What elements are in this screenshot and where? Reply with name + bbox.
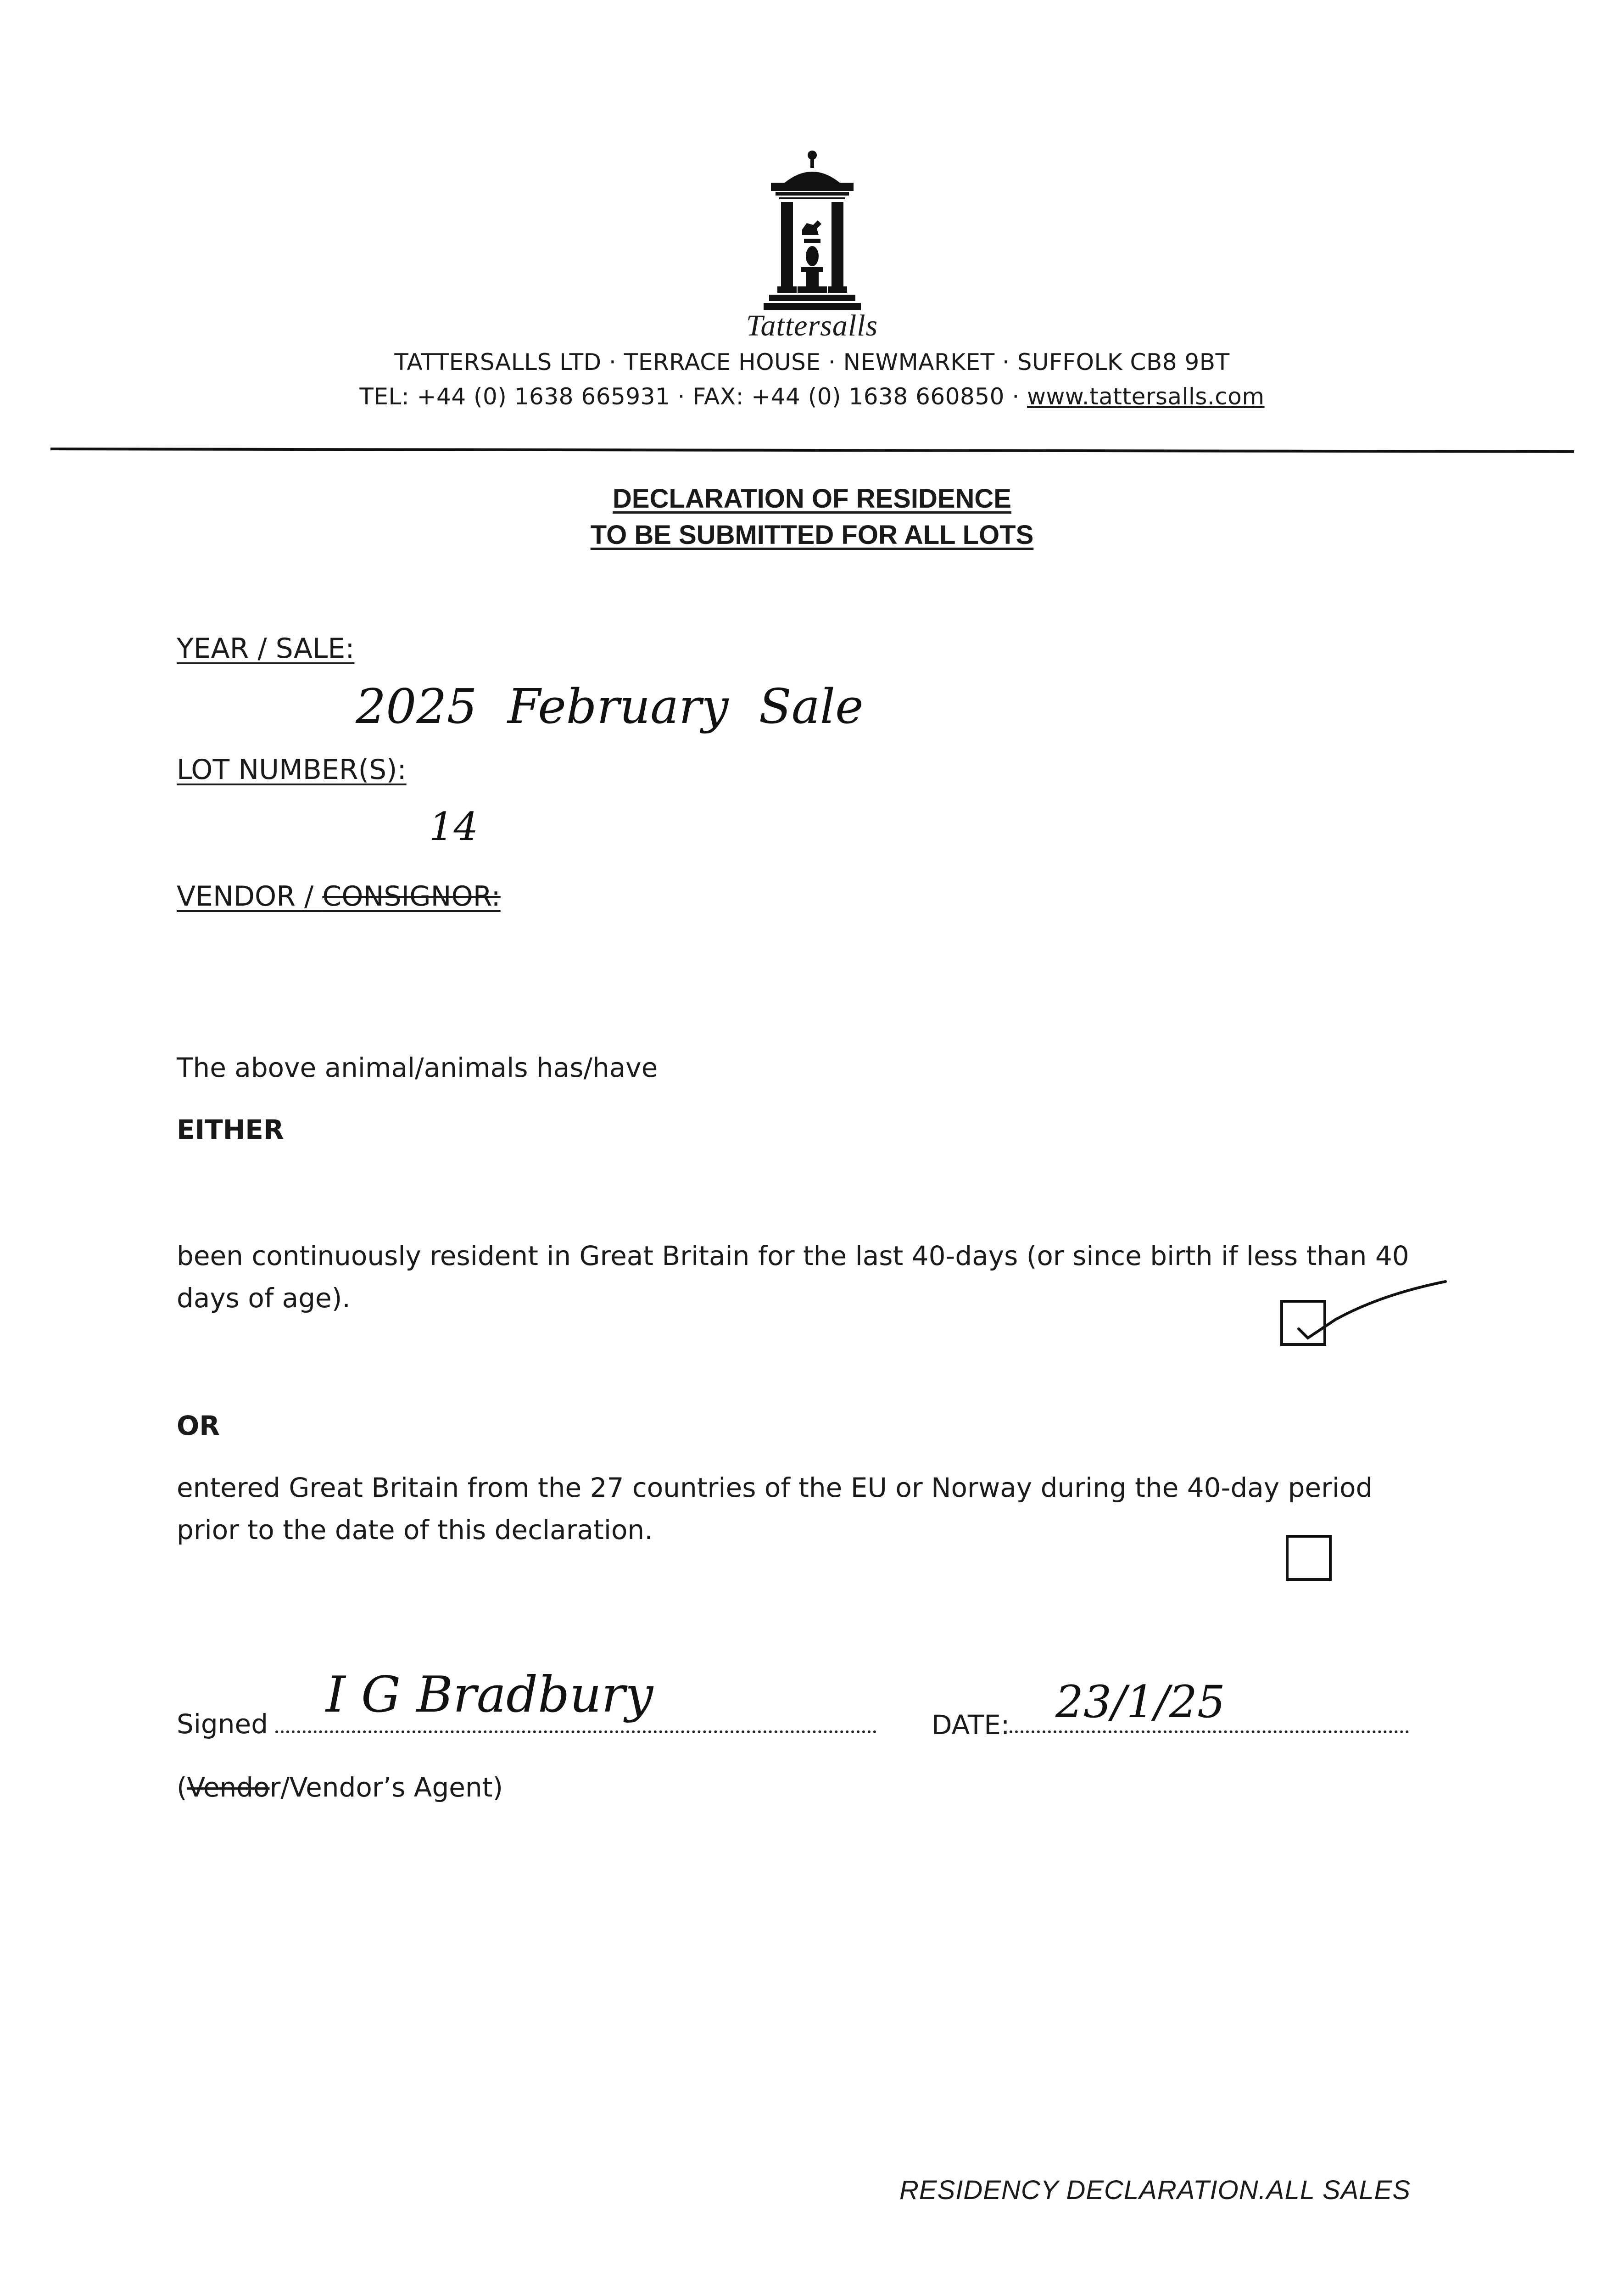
signed-label: Signed bbox=[177, 1708, 268, 1740]
option1-text: been continuously resident in Great Britain for the last 40-days (or since birth if less than 40 days of age). bbox=[177, 1240, 1409, 1314]
role-text: r/Vendor’s Agent) bbox=[269, 1772, 503, 1803]
signature-value[interactable]: I G Bradbury bbox=[326, 1666, 653, 1724]
form-title: DECLARATION OF RESIDENCE bbox=[613, 484, 1011, 514]
or-heading: OR bbox=[177, 1410, 220, 1441]
signer-role bbox=[177, 1766, 503, 1808]
statement-intro: The above animal/animals has/have bbox=[177, 1052, 658, 1083]
date-value[interactable]: 23/1/25 bbox=[1055, 1676, 1226, 1728]
checkmark-icon bbox=[1280, 1271, 1455, 1349]
role-open-paren: ( bbox=[177, 1772, 187, 1803]
option2-checkbox[interactable] bbox=[1286, 1535, 1332, 1581]
lot-number-value[interactable]: 14 bbox=[429, 804, 478, 849]
website-link[interactable]: www.tattersalls.com bbox=[1027, 383, 1265, 410]
lot-number-label: LOT NUMBER(S): bbox=[177, 754, 407, 786]
company-address: TATTERSALLS LTD · TERRACE HOUSE · NEWMARKET · SUFFOLK CB8 9BT bbox=[394, 349, 1230, 375]
vendor-label-text: VENDOR / bbox=[177, 880, 323, 912]
company-contact bbox=[0, 383, 1624, 410]
year-sale-value[interactable]: 2025 February Sale bbox=[356, 678, 864, 734]
contact-phone-fax: TEL: +44 (0) 1638 665931 · FAX: +44 (0) 1638 660850 · bbox=[359, 383, 1027, 410]
vendor-label bbox=[177, 880, 501, 912]
signature-line bbox=[275, 1726, 876, 1733]
consignor-struck-text: CONSIGNOR: bbox=[322, 880, 501, 912]
option2-text: entered Great Britain from the 27 countries of the EU or Norway during the 40-day period prior to the date of this declaration. bbox=[177, 1472, 1373, 1545]
form-footer: RESIDENCY DECLARATION.ALL SALES bbox=[899, 2175, 1411, 2205]
year-sale-label: YEAR / SALE: bbox=[177, 633, 355, 665]
vendor-struck-text: Vendo bbox=[187, 1772, 270, 1803]
date-label: DATE: bbox=[932, 1709, 1010, 1741]
header-divider bbox=[50, 448, 1574, 453]
tattersalls-logo bbox=[743, 147, 881, 321]
either-heading: EITHER bbox=[177, 1114, 284, 1145]
brand-name: Tattersalls bbox=[746, 309, 878, 342]
form-subtitle: TO BE SUBMITTED FOR ALL LOTS bbox=[590, 520, 1034, 550]
